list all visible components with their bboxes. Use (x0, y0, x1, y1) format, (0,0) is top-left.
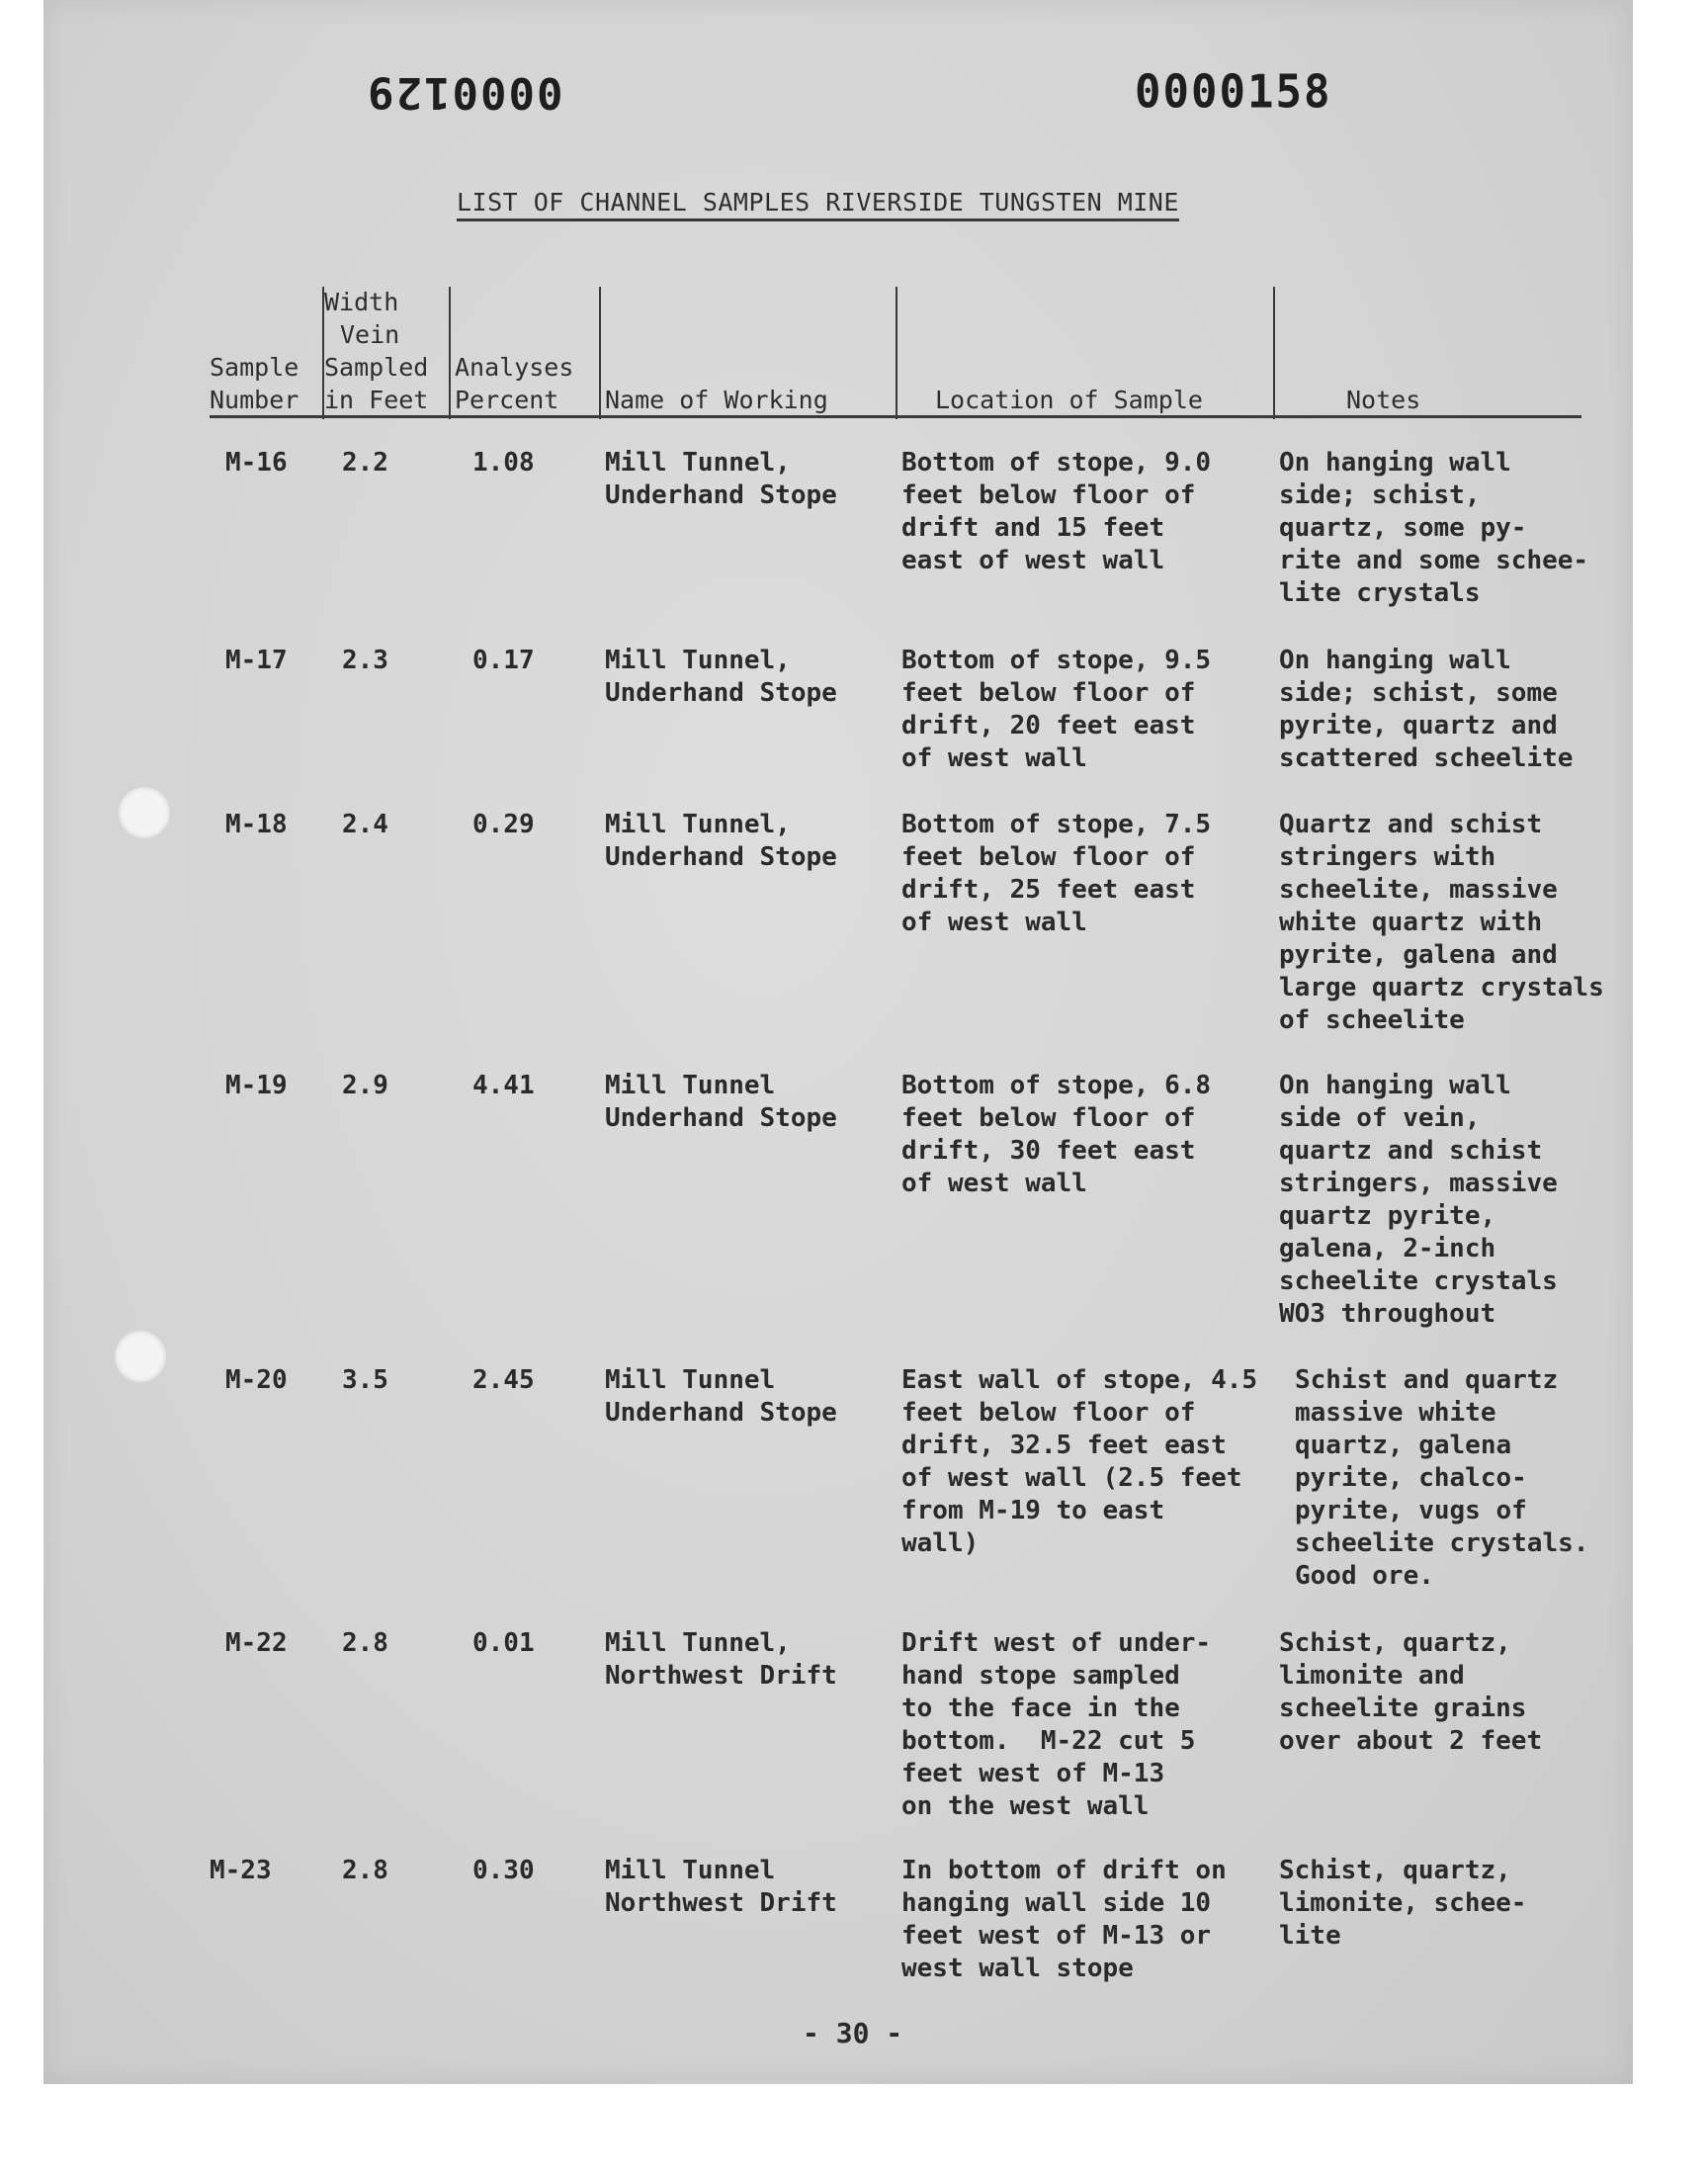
vein-width: 3.5 (342, 1365, 388, 1395)
sample-number: M-16 (225, 448, 288, 478)
vein-width: 2.8 (342, 1628, 388, 1658)
sample-notes: On hanging wall side; schist, some pyrite, quartz and scattered scheelite (1279, 646, 1574, 773)
sample-location: Bottom of stope, 9.5 feet below floor of drift, 20 feet east of west wall (901, 646, 1212, 773)
column-divider (322, 287, 324, 419)
working-name: Mill Tunnel Underhand Stope (605, 1365, 837, 1428)
column-divider (599, 287, 601, 419)
stamp-number-right: 0000158 (1135, 65, 1332, 120)
column-divider (449, 287, 451, 419)
sample-location: East wall of stope, 4.5 feet below floor of drift, 32.5 feet east of west wall (2.5 feet from M-19 to east wall) (901, 1365, 1258, 1558)
sample-number: M-18 (225, 810, 288, 839)
header-sample (210, 351, 299, 416)
header-sample-line: Sample (210, 353, 299, 382)
punch-hole-lower (115, 1331, 166, 1382)
sample-location: Bottom of stope, 9.0 feet below floor of drift and 15 feet east of west wall (901, 448, 1212, 575)
working-name: Mill Tunnel, Northwest Drift (605, 1628, 837, 1691)
analysis-percent: 2.45 (472, 1365, 535, 1395)
sample-number: M-23 (210, 1856, 272, 1885)
page-number: - 30 - (803, 2017, 903, 2049)
sample-notes: Schist and quartz massive white quartz, galena pyrite, chalco- pyrite, vugs of scheelite crystals. Good ore. (1295, 1365, 1589, 1591)
header-analyses (455, 351, 573, 416)
page-title: LIST OF CHANNEL SAMPLES RIVERSIDE TUNGSTEN MINE (457, 188, 1179, 221)
sample-number: M-17 (225, 646, 288, 675)
vein-width: 2.2 (342, 448, 388, 478)
sample-location: Bottom of stope, 7.5 feet below floor of drift, 25 feet east of west wall (901, 810, 1212, 937)
sample-number: M-19 (225, 1071, 288, 1100)
vein-width: 2.4 (342, 810, 388, 839)
sample-notes: Quartz and schist stringers with scheelite, massive white quartz with pyrite, galena and large quartz crystals of scheelite (1279, 810, 1604, 1035)
sample-location: Bottom of stope, 6.8 feet below floor of drift, 30 feet east of west wall (901, 1071, 1212, 1198)
column-divider (896, 287, 897, 419)
header-width-line: Vein (340, 320, 400, 349)
sample-notes: Schist, quartz, limonite, schee- lite (1279, 1856, 1527, 1951)
sample-number: M-20 (225, 1365, 288, 1395)
analysis-percent: 0.01 (472, 1628, 535, 1658)
analysis-percent: 0.17 (472, 646, 535, 675)
working-name: Mill Tunnel Underhand Stope (605, 1071, 837, 1133)
header-sample-line: Number (210, 386, 299, 414)
header-width-line: Width (324, 288, 399, 316)
header-analyses-line: Percent (455, 386, 559, 414)
vein-width: 2.8 (342, 1856, 388, 1885)
working-name: Mill Tunnel, Underhand Stope (605, 448, 837, 510)
working-name: Mill Tunnel Northwest Drift (605, 1856, 837, 1918)
header-width-line: Sampled (324, 353, 429, 382)
header-width-line: in Feet (324, 386, 429, 414)
stamp-number-left: 0000129 (366, 67, 563, 118)
working-name: Mill Tunnel, Underhand Stope (605, 810, 837, 872)
analysis-percent: 1.08 (472, 448, 535, 478)
working-name: Mill Tunnel, Underhand Stope (605, 646, 837, 708)
sample-location: Drift west of under- hand stope sampled to the face in the bottom. M-22 cut 5 feet west of M-13 on the west wall (901, 1628, 1212, 1821)
sample-location: In bottom of drift on hanging wall side 10 feet west of M-13 or west wall stope (901, 1856, 1227, 1983)
sample-notes: On hanging wall side of vein, quartz and schist stringers, massive quartz pyrite, galena, 2-inch scheelite crystals WO3 throughout (1279, 1071, 1558, 1329)
sample-number: M-22 (225, 1628, 288, 1658)
column-divider (1273, 287, 1275, 419)
header-notes: Notes (1346, 386, 1421, 414)
header-location: Location of Sample (935, 386, 1203, 414)
sample-notes: Schist, quartz, limonite and scheelite grains over about 2 feet (1279, 1628, 1543, 1756)
punch-hole-upper (119, 787, 170, 838)
sample-notes: On hanging wall side; schist, quartz, some py- rite and some schee- lite crystals (1279, 448, 1589, 608)
vein-width: 2.3 (342, 646, 388, 675)
analysis-percent: 4.41 (472, 1071, 535, 1100)
analysis-percent: 0.30 (472, 1856, 535, 1885)
analysis-percent: 0.29 (472, 810, 535, 839)
document-page (43, 0, 1633, 2084)
header-analyses-line: Analyses (455, 353, 574, 382)
vein-width: 2.9 (342, 1071, 388, 1100)
header-width (324, 286, 428, 416)
header-working: Name of Working (605, 386, 828, 414)
